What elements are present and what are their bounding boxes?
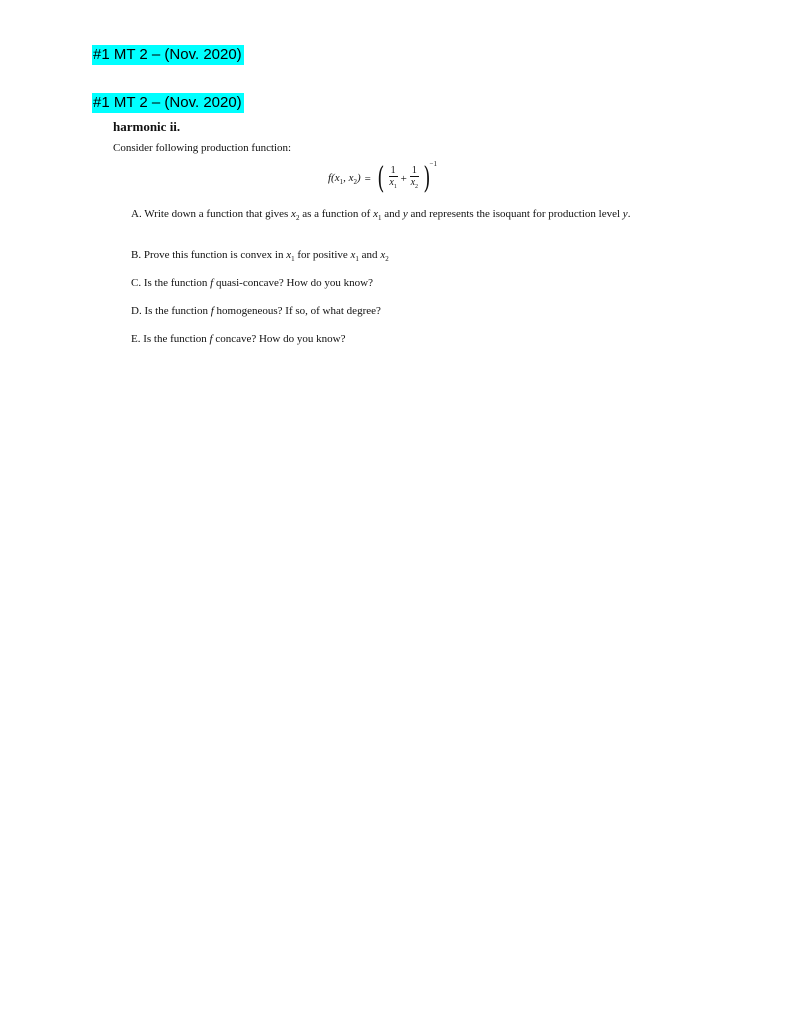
fraction-1-over-x2: $\frac{1}{x_2}$ <box>410 165 419 190</box>
problem-intro: Consider following production function: <box>113 142 292 154</box>
formula-lhs: $f(x_1$, $x_2$) <box>328 171 361 187</box>
formula-equals: = <box>364 173 371 185</box>
fraction-1-over-x1: $\frac{1}{x_1}$ <box>389 165 397 190</box>
formula-right-paren: ) <box>423 161 431 196</box>
section-heading: #1 MT 2 – (Nov. 2020) <box>93 46 242 63</box>
section-heading: #1 MT 2 – (Nov. 2020) <box>93 94 242 111</box>
formula-plus: + <box>400 173 407 185</box>
formula-exponent: −1 <box>429 160 437 168</box>
formula-left-paren: ( <box>377 161 385 196</box>
problem-title: harmonic ii. <box>113 119 181 134</box>
question-e: E. Is the function f concave? How do you know? <box>131 333 346 345</box>
production-function-formula <box>328 162 437 196</box>
question-c: C. Is the function f quasi-concave? How do you know? <box>131 277 373 289</box>
question-b: B. Prove this function is convex in $x_1$ for positive $x_1$ and $x_2$ <box>131 249 389 264</box>
question-a: A. Write down a function that gives $x_2$ as a function of $x_1$ and y and represents the isoquant for production level y. <box>131 208 631 223</box>
question-d: D. Is the function f homogeneous? If so, of what degree? <box>131 305 381 317</box>
